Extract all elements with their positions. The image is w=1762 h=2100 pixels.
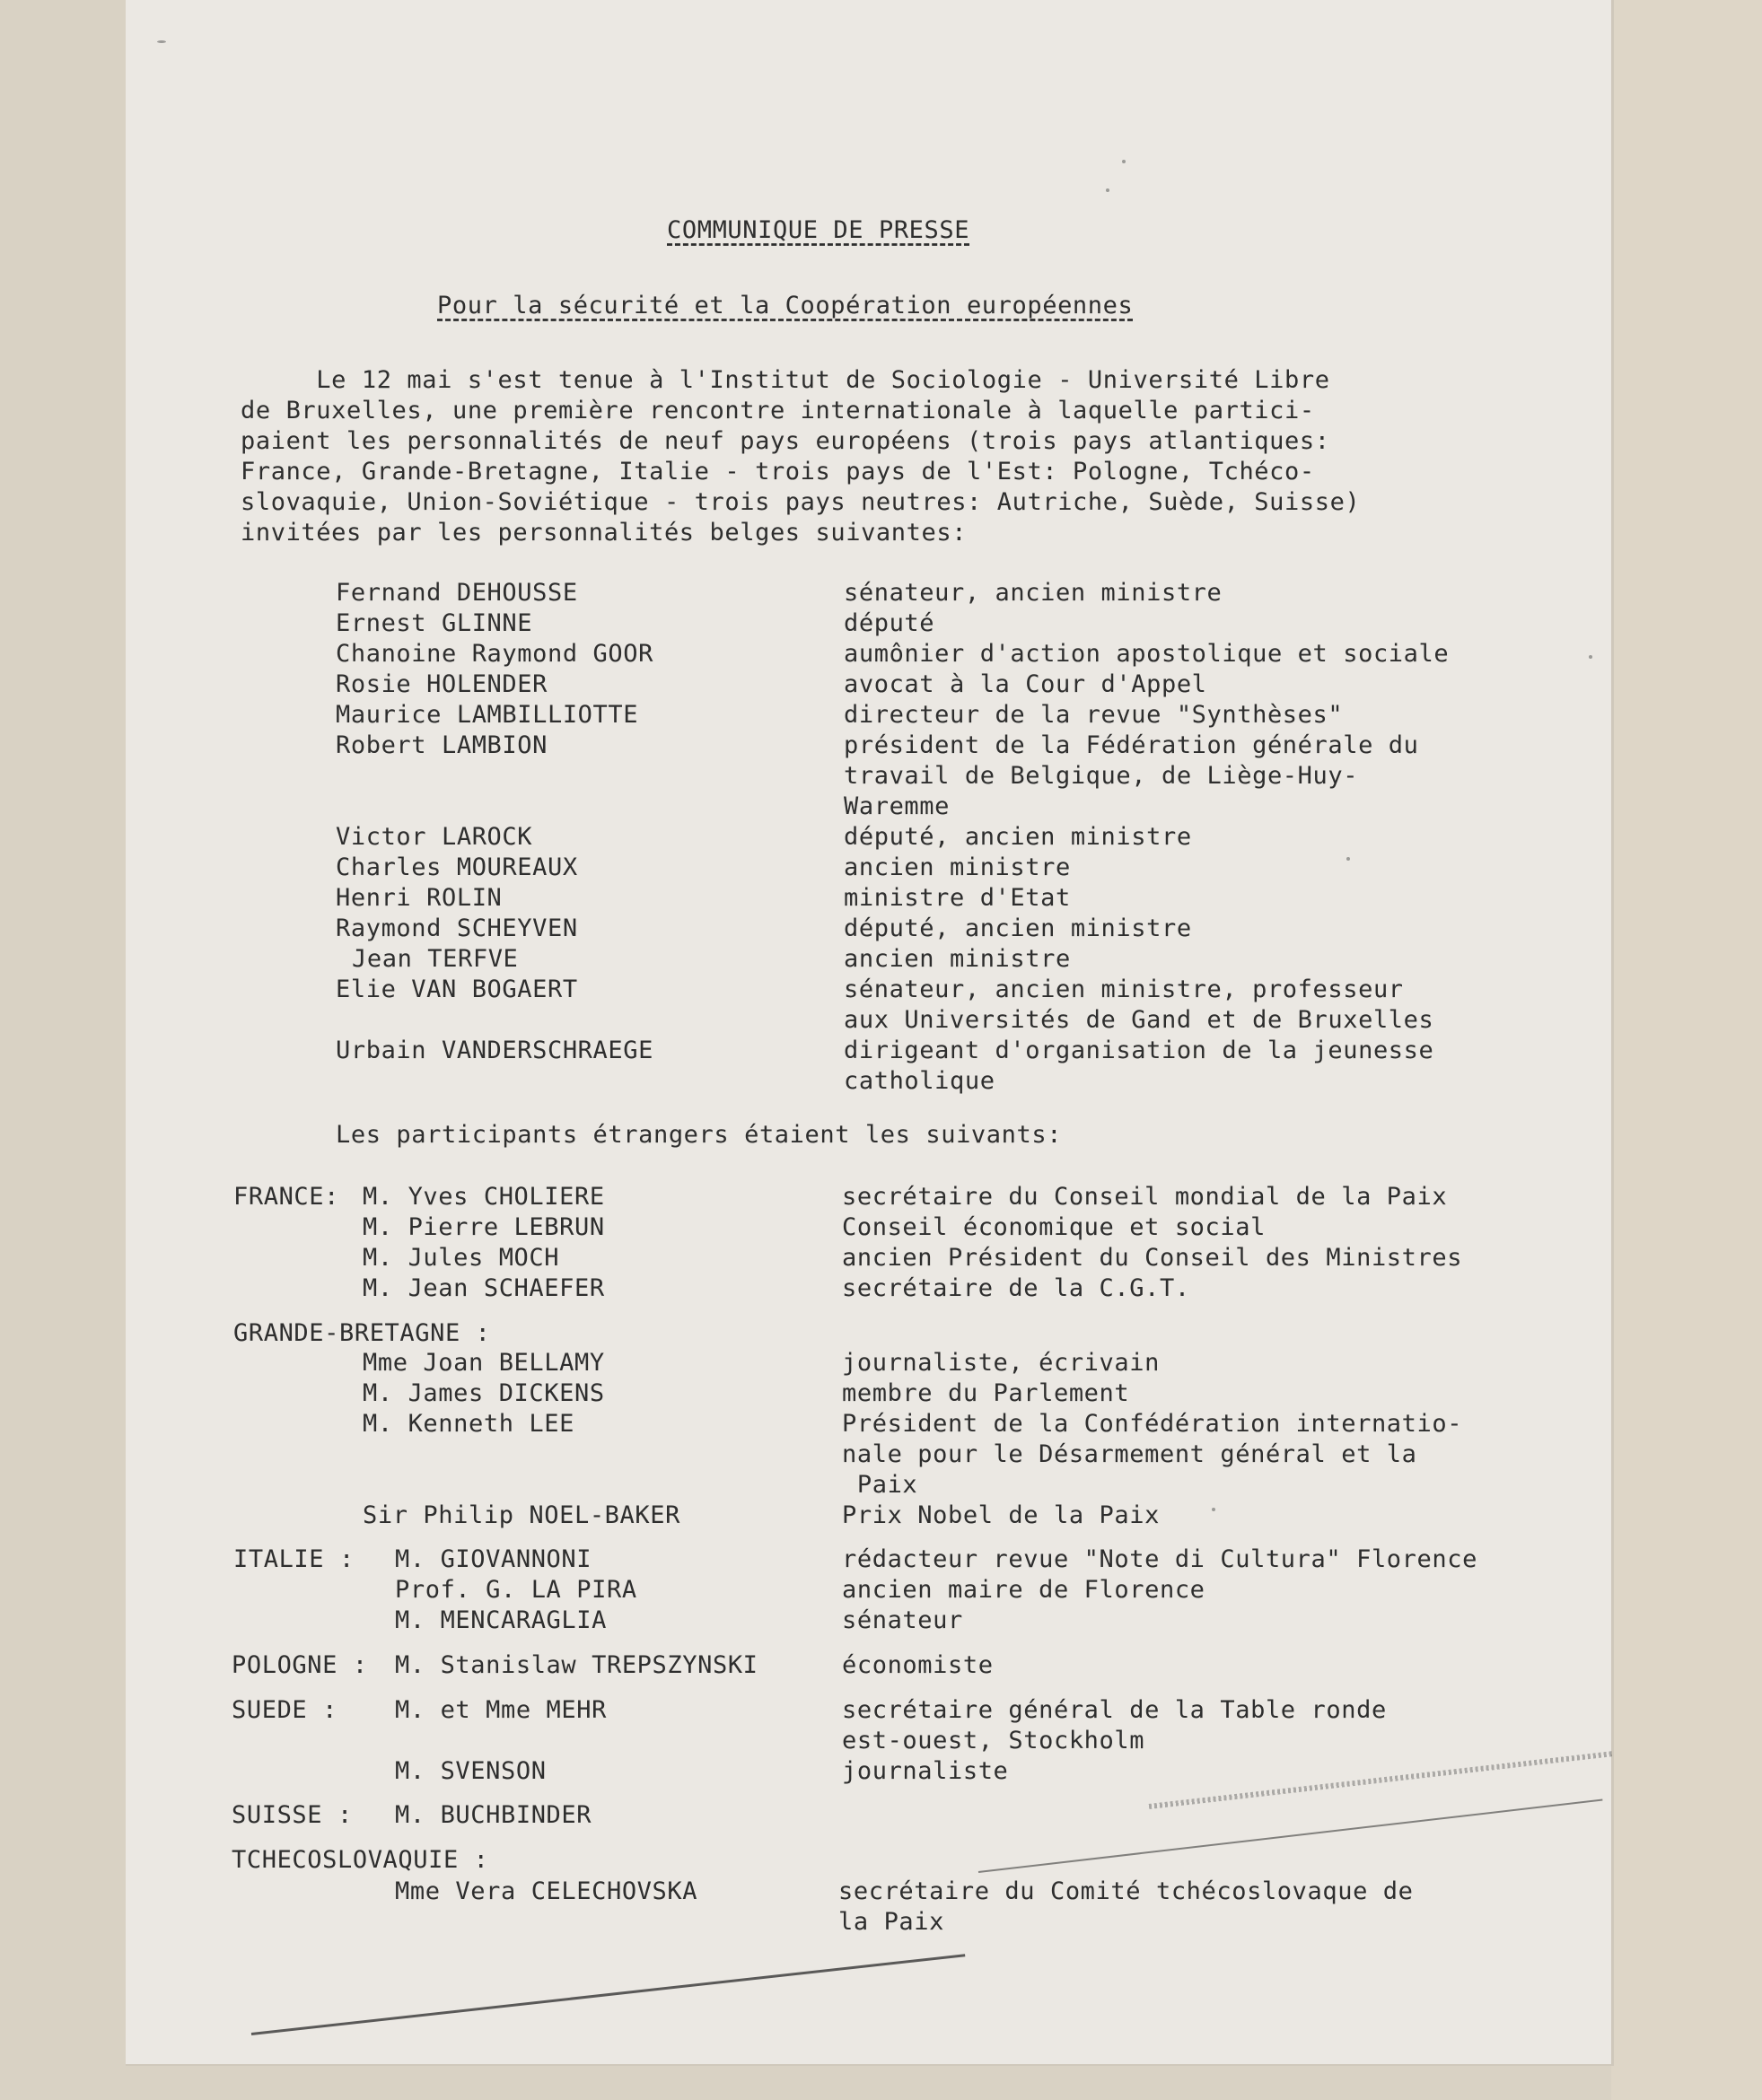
- speck: [157, 40, 166, 43]
- participant-role: Paix: [842, 1471, 918, 1499]
- participant-role: sénateur: [842, 1606, 963, 1634]
- belgian-role: avocat à la Cour d'Appel: [844, 670, 1207, 698]
- participant-role: ancien Président du Conseil des Ministres: [842, 1244, 1463, 1272]
- belgian-name: Urbain VANDERSCHRAEGE: [336, 1037, 653, 1064]
- belgian-name: Jean TERFVE: [352, 945, 519, 973]
- belgian-role: Waremme: [844, 792, 950, 820]
- belgian-name: Raymond SCHEYVEN: [336, 914, 578, 942]
- participant-role: journaliste: [842, 1757, 1009, 1785]
- belgian-name: Maurice LAMBILLIOTTE: [336, 701, 639, 729]
- participant-name: M. Kenneth LEE: [363, 1410, 574, 1438]
- speck: [1212, 1508, 1215, 1511]
- belgian-role: président de la Fédération générale du: [844, 731, 1419, 759]
- country-label-gb: GRANDE-BRETAGNE :: [233, 1319, 491, 1347]
- participant-role: secrétaire général de la Table ronde: [842, 1696, 1387, 1724]
- country-label-france: FRANCE:: [233, 1183, 339, 1211]
- country-label-tchecoslovaquie: TCHECOSLOVAQUIE :: [232, 1846, 489, 1874]
- participant-role: journaliste, écrivain: [842, 1349, 1160, 1377]
- paper-edge: [1611, 0, 1762, 2100]
- belgian-role: député, ancien ministre: [844, 914, 1192, 942]
- belgian-name: Chanoine Raymond GOOR: [336, 640, 653, 668]
- press-release-heading: COMMUNIQUE DE PRESSE: [667, 216, 970, 244]
- belgian-role: député, ancien ministre: [844, 823, 1192, 851]
- belgian-role: ancien ministre: [844, 853, 1071, 881]
- intro-line: France, Grande-Bretagne, Italie - trois pays de l'Est: Pologne, Tchéco-: [241, 458, 1315, 486]
- participant-name: M. Stanislaw TREPSZYNSKI: [395, 1651, 758, 1679]
- participant-role: secrétaire de la C.G.T.: [842, 1274, 1190, 1302]
- participant-role: secrétaire du Conseil mondial de la Paix: [842, 1183, 1448, 1211]
- intro-line: invitées par les personnalités belges suivantes:: [241, 519, 968, 547]
- participant-role: Président de la Confédération internatio-: [842, 1410, 1463, 1438]
- belgian-role: travail de Belgique, de Liège-Huy-: [844, 762, 1359, 790]
- participant-name: M. SVENSON: [395, 1757, 547, 1785]
- participant-role: Prix Nobel de la Paix: [842, 1501, 1160, 1529]
- participant-role: rédacteur revue "Note di Cultura" Florence: [842, 1545, 1477, 1573]
- country-label-pologne: POLOGNE :: [232, 1651, 368, 1679]
- participant-name: M. Yves CHOLIERE: [363, 1183, 605, 1211]
- speck: [1346, 857, 1350, 861]
- belgian-name: Charles MOUREAUX: [336, 853, 578, 881]
- participant-name: M. GIOVANNONI: [395, 1545, 592, 1573]
- participant-role: Conseil économique et social: [842, 1213, 1266, 1241]
- belgian-role: ministre d'Etat: [844, 884, 1071, 912]
- belgian-role: ancien ministre: [844, 945, 1071, 973]
- country-label-suede: SUEDE :: [232, 1696, 337, 1724]
- participant-role: secrétaire du Comité tchécoslovaque de: [838, 1877, 1414, 1905]
- intro-line: Le 12 mai s'est tenue à l'Institut de Sociologie - Université Libre: [241, 366, 1330, 394]
- speck: [1106, 188, 1109, 192]
- participant-name: M. James DICKENS: [363, 1379, 605, 1407]
- belgian-role: directeur de la revue "Synthèses": [844, 701, 1344, 729]
- participant-name: M. BUCHBINDER: [395, 1801, 592, 1829]
- participant-role: économiste: [842, 1651, 994, 1679]
- foreign-participants-intro: Les participants étrangers étaient les suivants:: [336, 1121, 1063, 1149]
- participant-name: M. Pierre LEBRUN: [363, 1213, 605, 1241]
- intro-line: slovaquie, Union-Soviétique - trois pays neutres: Autriche, Suède, Suisse): [241, 488, 1361, 516]
- participant-name: Mme Joan BELLAMY: [363, 1349, 605, 1377]
- document-subtitle: Pour la sécurité et la Coopération européennes: [437, 292, 1134, 319]
- participant-name: Mme Vera CELECHOVSKA: [395, 1877, 698, 1905]
- belgian-role: catholique: [844, 1067, 995, 1095]
- belgian-name: Ernest GLINNE: [336, 609, 533, 637]
- participant-name: Sir Philip NOEL-BAKER: [363, 1501, 680, 1529]
- participant-name: M. Jules MOCH: [363, 1244, 560, 1272]
- belgian-name: Victor LAROCK: [336, 823, 533, 851]
- country-label-suisse: SUISSE :: [232, 1801, 353, 1829]
- intro-line: de Bruxelles, une première rencontre internationale à laquelle partici-: [241, 397, 1315, 424]
- belgian-name: Henri ROLIN: [336, 884, 503, 912]
- belgian-name: Fernand DEHOUSSE: [336, 579, 578, 607]
- belgian-role: sénateur, ancien ministre: [844, 579, 1223, 607]
- participant-name: M. Jean SCHAEFER: [363, 1274, 605, 1302]
- participant-role: membre du Parlement: [842, 1379, 1130, 1407]
- participant-role: est-ouest, Stockholm: [842, 1727, 1145, 1754]
- speck: [1122, 160, 1126, 163]
- belgian-name: Robert LAMBION: [336, 731, 548, 759]
- belgian-role: aux Universités de Gand et de Bruxelles: [844, 1006, 1434, 1034]
- participant-name: Prof. G. LA PIRA: [395, 1576, 637, 1604]
- belgian-role: député: [844, 609, 935, 637]
- belgian-name: Rosie HOLENDER: [336, 670, 548, 698]
- participant-role: la Paix: [838, 1908, 944, 1936]
- country-label-italie: ITALIE :: [233, 1545, 355, 1573]
- participant-name: M. et Mme MEHR: [395, 1696, 607, 1724]
- participant-role: nale pour le Désarmement général et la: [842, 1440, 1417, 1468]
- speck: [1589, 655, 1592, 659]
- participant-name: M. MENCARAGLIA: [395, 1606, 607, 1634]
- intro-line: paient les personnalités de neuf pays européens (trois pays atlantiques:: [241, 427, 1330, 455]
- belgian-role: sénateur, ancien ministre, professeur: [844, 976, 1404, 1003]
- participant-role: ancien maire de Florence: [842, 1576, 1205, 1604]
- belgian-role: dirigeant d'organisation de la jeunesse: [844, 1037, 1434, 1064]
- belgian-name: Elie VAN BOGAERT: [336, 976, 578, 1003]
- belgian-role: aumônier d'action apostolique et sociale: [844, 640, 1450, 668]
